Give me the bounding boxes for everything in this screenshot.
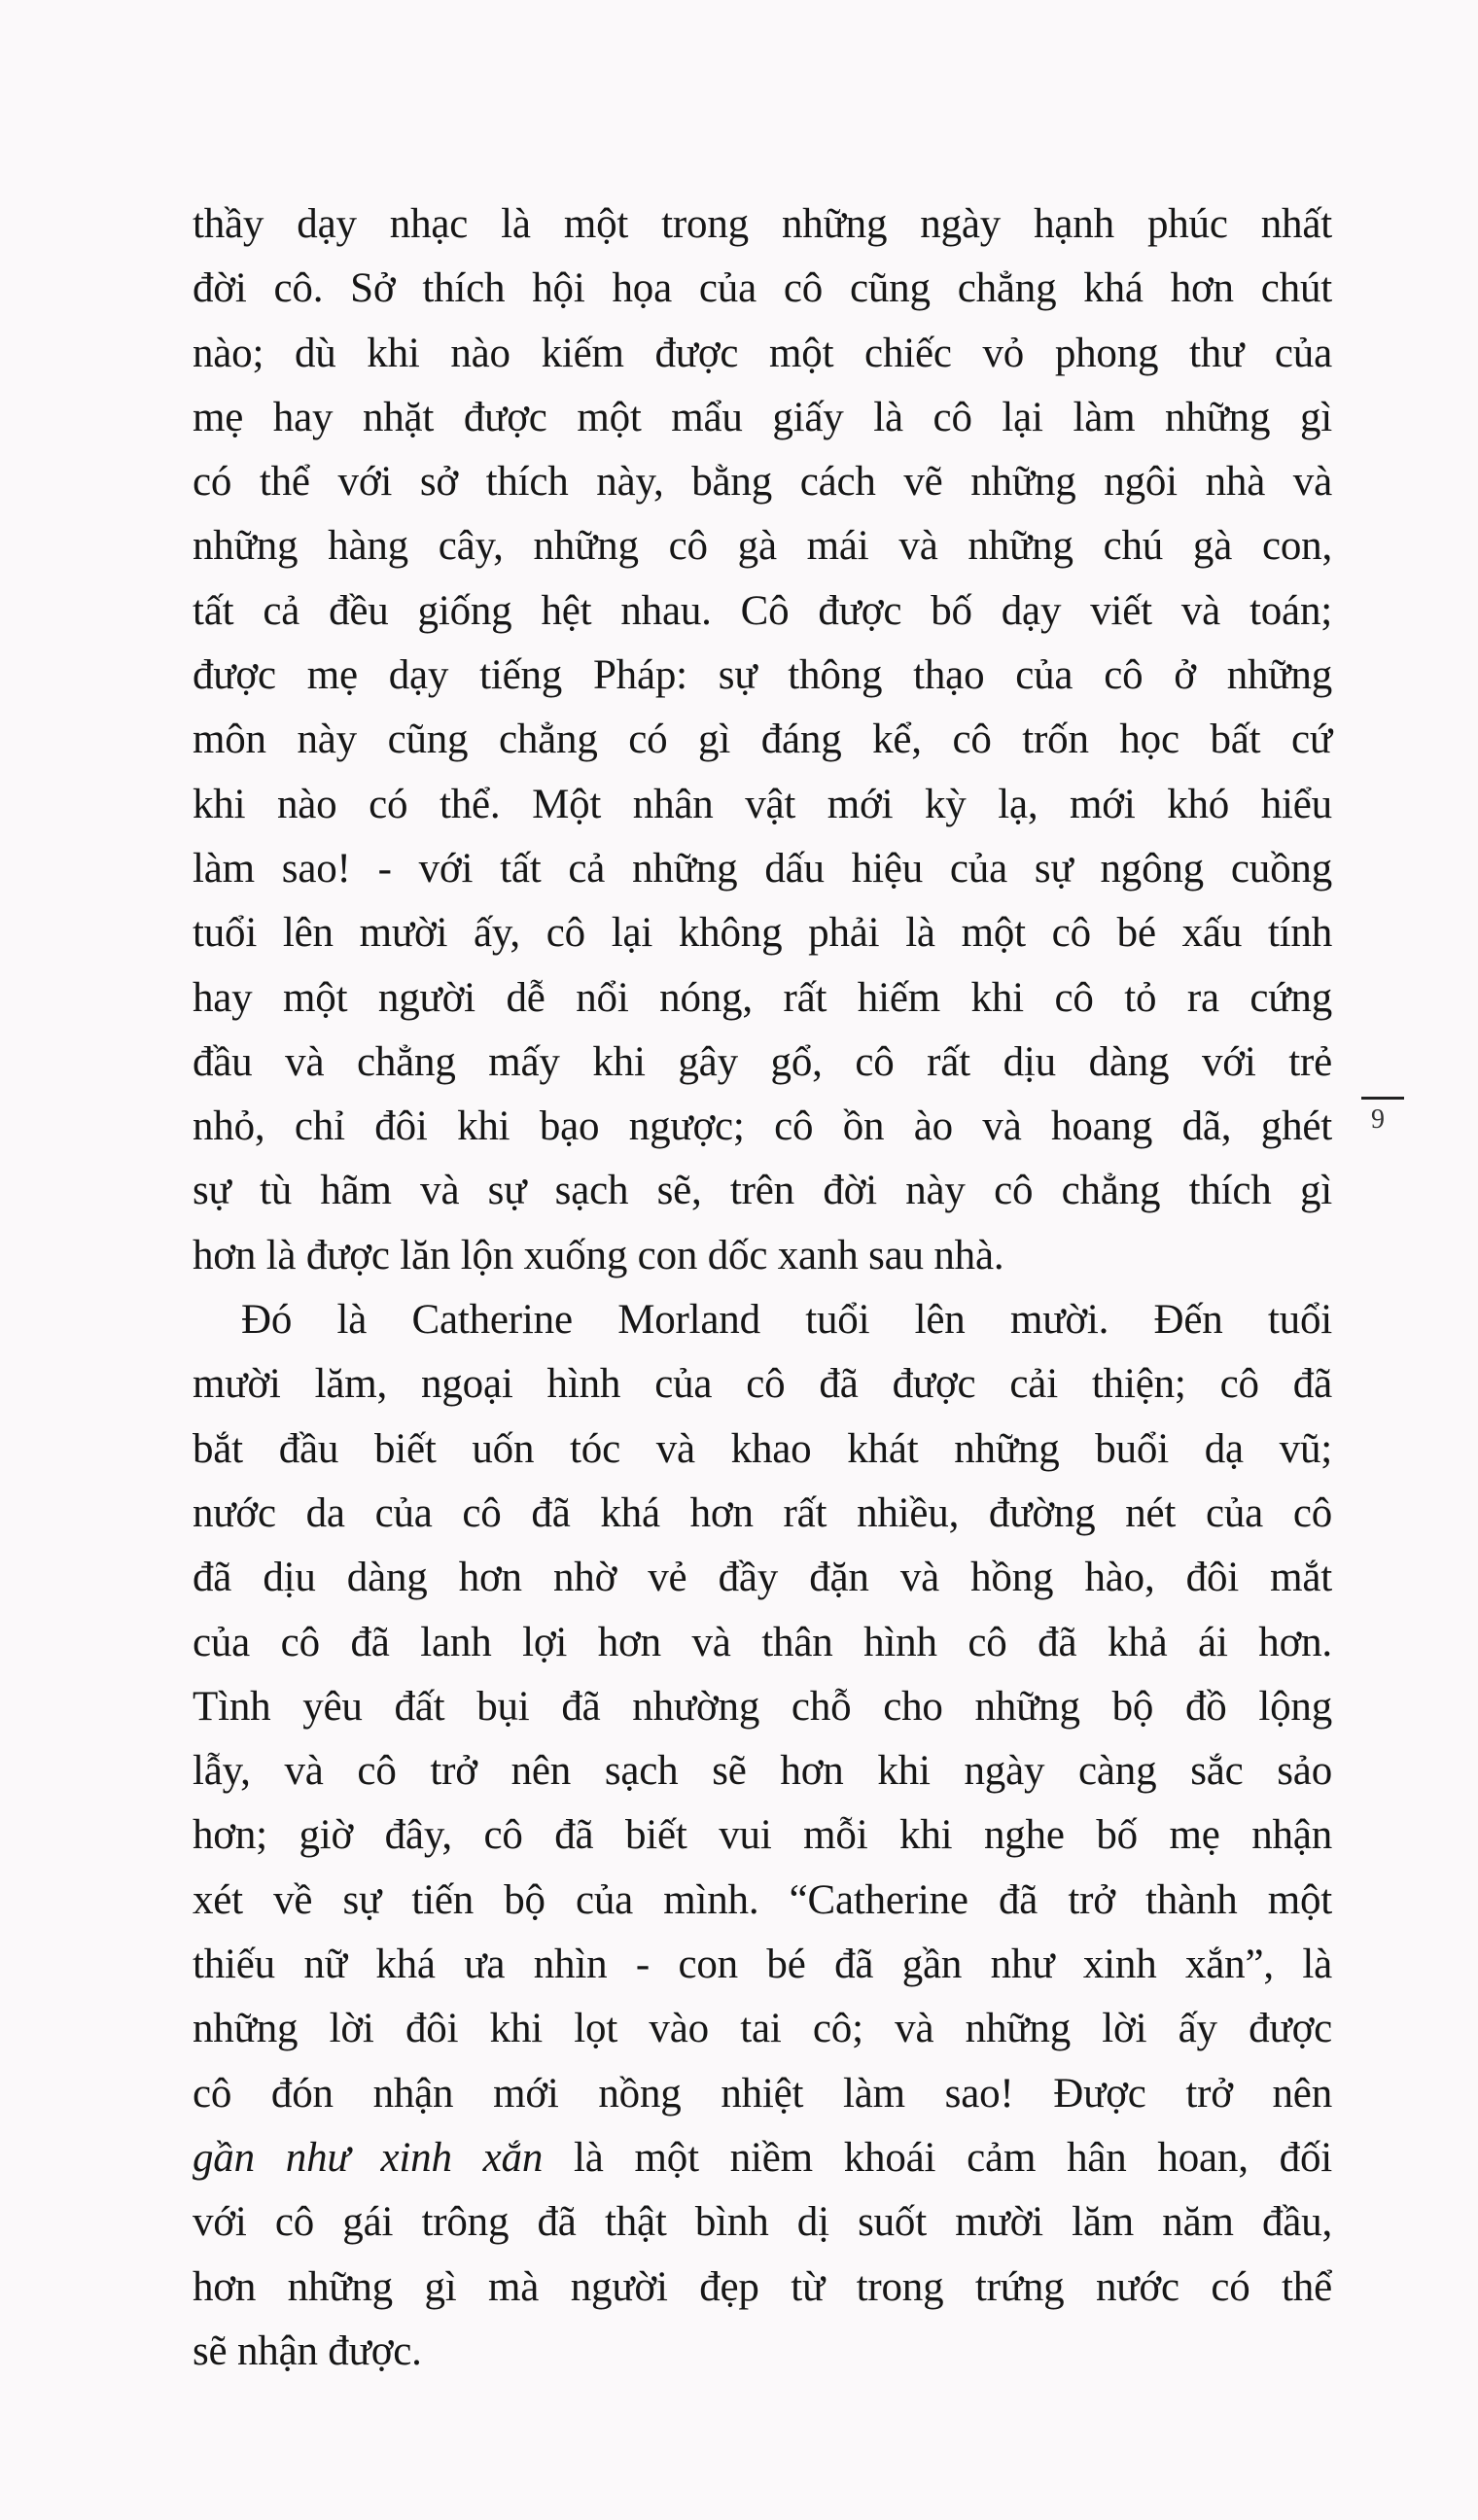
text-line: tuổi lên mười ấy, cô lại không phải là một cô bé xấu tính xyxy=(193,910,1332,957)
paragraph-2 xyxy=(193,1288,1332,2384)
page-number-rule xyxy=(1361,1097,1404,1100)
text-line: hay một người dễ nổi nóng, rất hiếm khi cô tỏ ra cứng xyxy=(193,974,1332,1021)
text-line: sẽ nhận được. xyxy=(193,2328,422,2374)
text-line: hơn; giờ đây, cô đã biết vui mỗi khi nghe bố mẹ nhận xyxy=(193,1812,1332,1859)
page-number: 9 xyxy=(1371,1104,1385,1135)
text-line: tất cả đều giống hệt nhau. Cô được bố dạy viết và toán; xyxy=(193,587,1332,634)
text-line: mẹ hay nhặt được một mẩu giấy là cô lại làm những gì xyxy=(193,394,1332,440)
text-line: xét về sự tiến bộ của mình. “Catherine đã trở thành một xyxy=(193,1876,1332,1923)
text-line: lẫy, và cô trở nên sạch sẽ hơn khi ngày càng sắc sảo xyxy=(193,1748,1332,1795)
text-line: bắt đầu biết uốn tóc và khao khát những buổi dạ vũ; xyxy=(193,1425,1332,1472)
text-line xyxy=(193,2126,1332,2190)
text-line: đã dịu dàng hơn nhờ vẻ đầy đặn và hồng hào, đôi mắt xyxy=(193,1555,1332,1601)
text-line: nước da của cô đã khá hơn rất nhiều, đường nét của cô xyxy=(193,1489,1332,1536)
text-line: đời cô. Sở thích hội họa của cô cũng chẳng khá hơn chút xyxy=(193,265,1332,312)
text-line: Đó là Catherine Morland tuổi lên mười. Đến tuổi xyxy=(241,1297,1332,1344)
text-line: mười lăm, ngoại hình của cô đã được cải thiện; cô đã xyxy=(193,1361,1332,1408)
book-page-text xyxy=(193,192,1332,2384)
text-line: với cô gái trông đã thật bình dị suốt mười lăm năm đầu, xyxy=(193,2199,1332,2246)
text-line: nhỏ, chỉ đôi khi bạo ngược; cô ồn ào và hoang dã, ghét xyxy=(193,1103,1332,1150)
text-line: cô đón nhận mới nồng nhiệt làm sao! Được trở nên xyxy=(193,2070,1332,2117)
italic-phrase: gần như xinh xắn xyxy=(193,2134,544,2181)
text-line: sự tù hãm và sự sạch sẽ, trên đời này cô chẳng thích gì xyxy=(193,1168,1332,1214)
text-line: thầy dạy nhạc là một trong những ngày hạnh phúc nhất xyxy=(193,201,1332,247)
text-line: những hàng cây, những cô gà mái và những chú gà con, xyxy=(193,523,1332,570)
text-line: khi nào có thể. Một nhân vật mới kỳ lạ, mới khó hiểu xyxy=(193,781,1332,827)
text-line: làm sao! - với tất cả những dấu hiệu của sự ngông cuồng xyxy=(193,845,1332,892)
text-line: môn này cũng chẳng có gì đáng kể, cô trốn học bất cứ xyxy=(193,717,1332,763)
text-line: được mẹ dạy tiếng Pháp: sự thông thạo của cô ở những xyxy=(193,652,1332,699)
paragraph-1 xyxy=(193,192,1332,1288)
text-line: của cô đã lanh lợi hơn và thân hình cô đã khả ái hơn. xyxy=(193,1619,1332,1665)
text-line: thiếu nữ khá ưa nhìn - con bé đã gần như xinh xắn”, là xyxy=(193,1942,1332,1988)
text-line: hơn là được lăn lộn xuống con dốc xanh sau nhà. xyxy=(193,1232,1004,1278)
text-line: nào; dù khi nào kiếm được một chiếc vỏ phong thư của xyxy=(193,330,1332,376)
text-line: có thể với sở thích này, bằng cách vẽ những ngôi nhà và xyxy=(193,459,1332,506)
line-rest: là một niềm khoái cảm hân hoan, đối xyxy=(543,2134,1332,2181)
text-line: hơn những gì mà người đẹp từ trong trứng nước có thể xyxy=(193,2263,1332,2310)
text-line: Tình yêu đất bụi đã nhường chỗ cho những bộ đồ lộng xyxy=(193,1683,1332,1730)
text-line: những lời đôi khi lọt vào tai cô; và những lời ấy được xyxy=(193,2006,1332,2052)
text-line: đầu và chẳng mấy khi gây gổ, cô rất dịu dàng với trẻ xyxy=(193,1038,1332,1085)
